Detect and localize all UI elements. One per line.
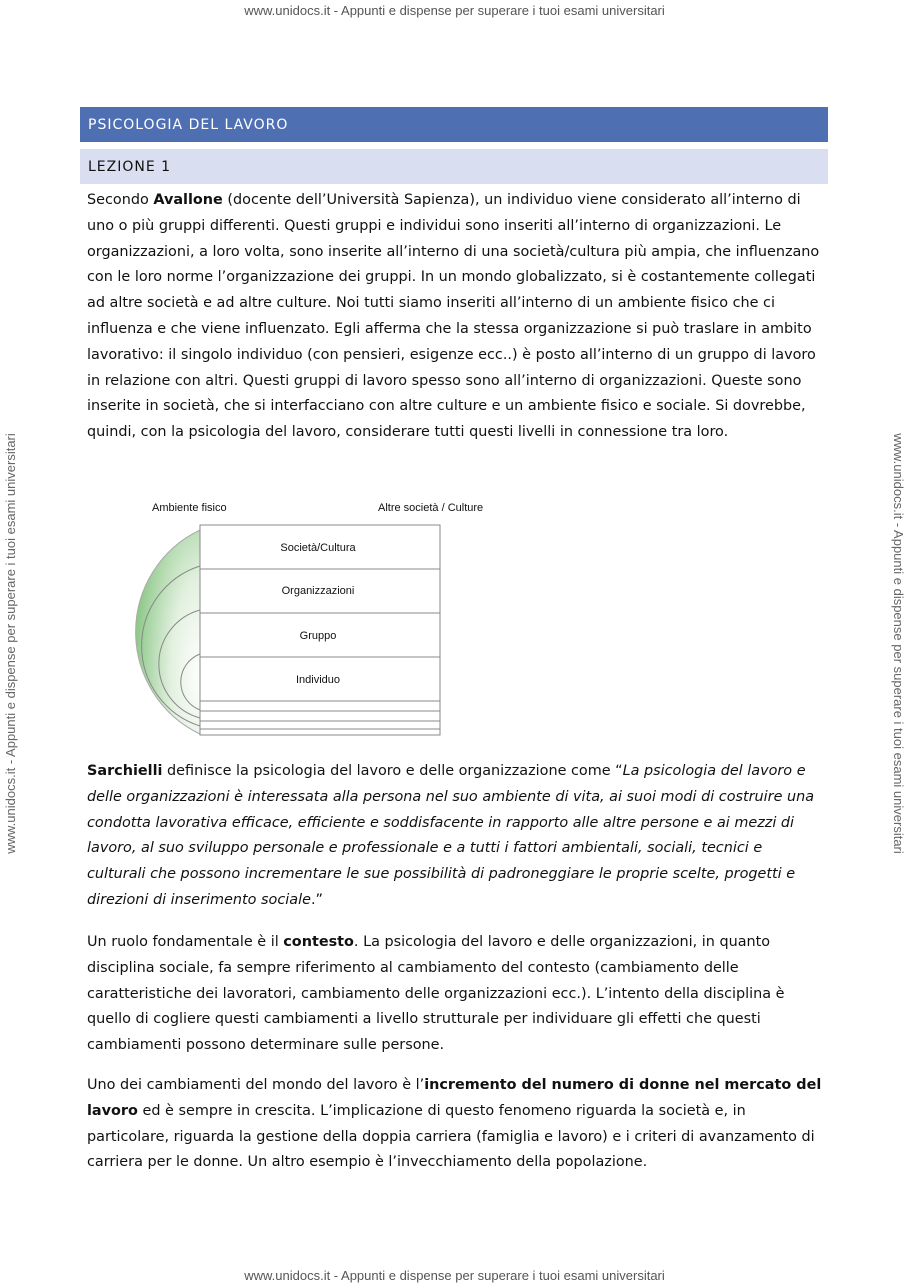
bold-term: contesto [283,934,354,950]
paragraph-text: Un ruolo fondamentale è il [87,934,284,950]
bold-term: Avallone [153,192,223,208]
label-altre-societa: Altre società / Culture [378,502,484,514]
paragraph-donne [87,1073,822,1176]
lesson-heading-text: LEZIONE 1 [88,158,172,175]
level-societa-cultura: Società/Cultura [280,542,356,554]
paragraph-text: Secondo [87,192,154,208]
watermark-bottom: www.unidocs.it - Appunti e dispense per superare i tuoi esami universitari [244,1268,665,1283]
watermark-right [890,0,906,1286]
paragraph-text: (docente dell’Università Sapienza), un individuo viene considerato all’interno di uno o più gruppi differenti. Questi gruppi e individui sono inseriti all’interno di organizzazioni. Le organizzazioni, a loro volta, sono inserite all’interno di una società/cultura più ampia, che influenzano con le loro norme l’organizzazione dei gruppi. In un mondo globalizzato, si è costantemente collegati ad altre società e ad altre culture. Noi tutti siamo inseriti all’interno di un ambiente fisico che ci influenza e che viene influenzato. Egli afferma che la stessa organizzazione si può traslare in ambito lavorativo: il singolo individuo (con pensieri, esigenze ecc..) è posto all’interno di un gruppo di lavoro in relazione con altri. Questi gruppi di lavoro spesso sono all’interno di organizzazioni. Queste sono inserite in società, che si interfacciano con altre culture e un ambiente fisico e sociale. Si dovrebbe, quindi, con la psicologia del lavoro, considerare tutti questi livelli in connessione tra loro. [87,192,820,441]
paragraph-text: ed è sempre in crescita. L’implicazione di questo fenomeno riguarda la società e, in particolare, riguarda la gestione della doppia carriera (famiglia e lavoro) e i criteri di avanzamento di carriera per le donne. Un altro esempio è l’invecchiamento della popolazione. [87,1102,815,1171]
watermark-top: www.unidocs.it - Appunti e dispense per superare i tuoi esami universitari [244,3,665,18]
section-heading [80,107,828,142]
paragraph-text: .” [310,891,323,908]
watermark-left-text: www.unidocs.it - Appunti e dispense per superare i tuoi esami universitari [2,432,18,854]
bold-term: incremento del numero di donne nel mercato del lavoro [87,1077,822,1119]
levels-diagram [82,490,512,740]
paragraph-contesto [87,930,822,1059]
paragraph-sarchielli [87,759,822,914]
watermark-left [2,0,18,1286]
watermark-right-text: www.unidocs.it - Appunti e dispense per superare i tuoi esami universitari [890,432,906,854]
level-organizzazioni: Organizzazioni [281,585,355,597]
level-individuo: Individuo [295,674,341,686]
italic-quote: La psicologia del lavoro e delle organizzazioni è interessata alla persona nel suo ambiente di vita, ai suoi modi di costruire una condotta lavorativa efficace, efficiente e soddisfacente in rapporto alle altre persone e ai mezzi di lavoro, al suo sviluppo personale e professionale e a tutti i fattori ambientali, sociali, tecnici e culturali che possono incrementare le sue possibilità di padroneggiare le proprie scelte, progetti e direzioni di inserimento sociale [87,763,815,908]
label-ambiente-fisico: Ambiente fisico [152,502,227,514]
level-gruppo: Gruppo [299,630,337,642]
paragraph-text: . La psicologia del lavoro e delle organizzazioni, in quanto disciplina sociale, fa sempre riferimento al cambiamento del contesto (cambiamento delle caratteristiche dei lavoratori, cambiamento delle organizzazioni ecc.). L’intento della disciplina è quello di cogliere questi cambiamenti a livello strutturale per individuare gli effetti che questi cambiamenti possono determinare sulle persone. [87,934,785,1054]
section-heading-text: PSICOLOGIA DEL LAVORO [88,116,289,133]
bold-term: Sarchielli [87,763,163,779]
lesson-heading [80,149,828,184]
paragraph-text: definisce la psicologia del lavoro e delle organizzazione come “ [162,763,623,779]
paragraph-avallone [87,188,822,446]
paragraph-text: Uno dei cambiamenti del mondo del lavoro è l’ [87,1077,425,1093]
